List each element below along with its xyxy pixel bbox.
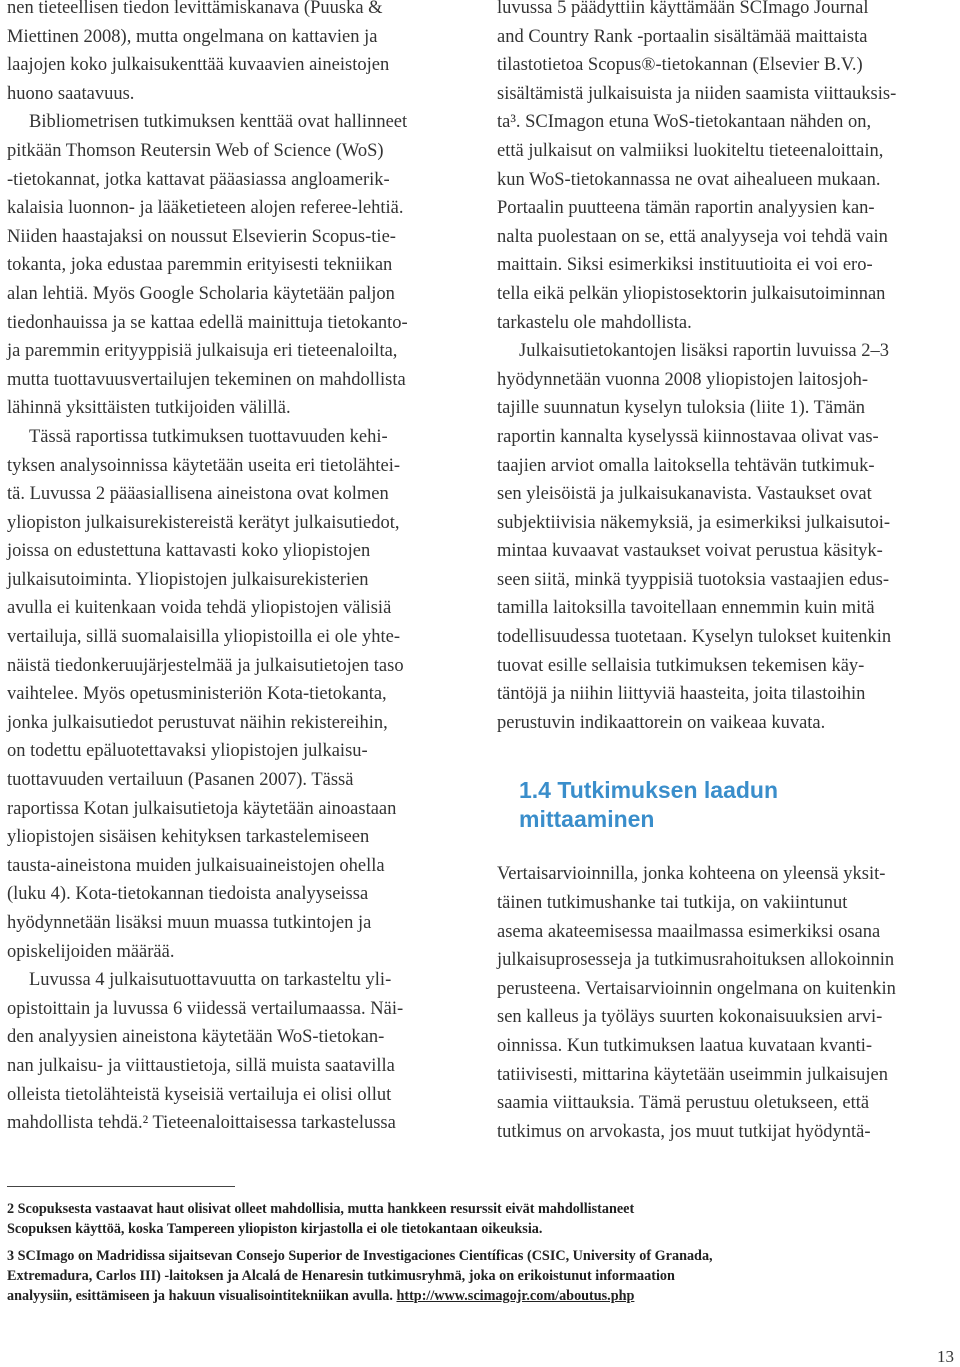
footnote-line: Extremadura, Carlos III) -laitoksen ja Alcalá de Henaresin tutkimusryhmä, joka on erikoistunut informaation <box>7 1268 675 1284</box>
text-line: tä. Luvussa 2 pääasiallisena aineistona ovat kolmen <box>7 484 389 505</box>
text-line: raportin kannalta kyselyssä kiinnostavaa olivat vas- <box>497 426 879 447</box>
section-heading-1-4 <box>519 776 957 834</box>
text-line: asema akateemisessa maailmassa esimerkiksi osana <box>497 921 881 942</box>
paragraph <box>497 860 957 1146</box>
text-line: julkaisutoiminta. Yliopistojen julkaisurekisterien <box>7 569 369 590</box>
text-line: -tietokannat, jotka kattavat pääasiassa angloamerik- <box>7 169 390 190</box>
text-line: vertailuja, sillä suomalaisilla yliopistoilla ei ole yhte- <box>7 627 401 648</box>
text-line: tuovat esille sellaisia tutkimuksen tekemisen käy- <box>497 655 865 676</box>
text-line: subjektiivisia näkemyksiä, ja esimerkiksi julkaisutoi- <box>497 512 891 533</box>
paragraph <box>497 337 957 737</box>
text-line: vaihtelee. Myös opetusministeriön Kota-tietokanta, <box>7 684 387 705</box>
footnote-separator-rule <box>7 1186 235 1187</box>
text-line: alan lehtiä. Myös Google Scholaria käytetään paljon <box>7 283 395 304</box>
text-line: (luku 4). Kota-tietokannan tiedoista analyyseissa <box>7 884 369 905</box>
text-line: saamia viittauksia. Tämä perustuu oletukseen, että <box>497 1093 870 1114</box>
text-line: opistoittain ja luvussa 6 viidessä vertailumaassa. Näi- <box>7 998 404 1019</box>
text-line: nalta puolestaan on se, että analyyseja voi tehdä vain <box>497 226 888 247</box>
text-line: lähinnä yksittäisten tutkijoiden välillä. <box>7 398 291 419</box>
text-line: seen siitä, minkä tyyppisiä tuotoksia vastaajien edus- <box>497 569 890 590</box>
page-number: 13 <box>937 1347 954 1366</box>
text-line: kun WoS-tietokannassa ne ovat aihealueen mukaan. <box>497 169 881 190</box>
text-line: huono saatavuus. <box>7 83 135 104</box>
right-column-body-after-heading <box>497 860 957 1146</box>
text-line: näistä tiedonkeruujärjestelmää ja julkaisutietojen taso <box>7 655 404 676</box>
text-line: tyksen analysoinnissa käytetään useita eri tietolähtei- <box>7 455 400 476</box>
text-line: tausta-aineistona muiden julkaisuaineistojen ohella <box>7 855 385 876</box>
footnote-line: 3 SCImago on Madridissa sijaitsevan Consejo Superior de Investigaciones Científicas (CSIC, University of Granada, <box>7 1248 713 1264</box>
text-line: sen yleisöistä ja julkaisukanavista. Vastaukset ovat <box>497 484 872 505</box>
text-line: joissa on edustettuna kattavasti koko yliopistojen <box>7 541 371 562</box>
text-line: perustuvin indikaattorein on vaikeaa kuvata. <box>497 712 826 733</box>
right-text-column <box>497 0 957 1146</box>
footnote-line: Scopuksen käyttöä, koska Tampereen yliopiston kirjastolla ei ole tietokantaan oikeuksia. <box>7 1221 543 1237</box>
scimago-link[interactable]: http://www.scimagojr.com/aboutus.php <box>396 1288 635 1304</box>
text-line: tiedonhauissa ja se kattaa edellä mainittuja tietokanto- <box>7 312 408 333</box>
text-line: mahdollista tehdä.² Tieteenaloittaisessa tarkastelussa <box>7 1113 396 1134</box>
text-line: tokanta, joka edustaa paremmin erityisesti tekniikan <box>7 255 393 276</box>
text-line: opiskelijoiden määrää. <box>7 941 175 962</box>
text-line: nen tieteellisen tiedon levittämiskanava (Puuska & <box>7 0 383 18</box>
text-line: ja paremmin erityyppisiä julkaisuja eri tieteenaloilta, <box>7 341 398 362</box>
text-line: että julkaisut on valmiiksi luokiteltu tieteenaloittain, <box>497 140 884 161</box>
text-line: sen kalleus ja työläys suurten kokonaisuuksien arvi- <box>497 1007 883 1028</box>
paragraph <box>7 966 453 1138</box>
right-column-body-before-heading <box>497 0 957 737</box>
text-line: maittain. Siksi esimerkiksi instituutioita ei voi ero- <box>497 255 873 276</box>
paragraph <box>497 0 957 337</box>
footnote-3 <box>7 1246 907 1306</box>
text-line: täinen tutkimushanke tai tutkija, on vakiintunut <box>497 893 848 914</box>
text-line: taajien arviot omalla laitoksella tehtävän tutkimuk- <box>497 455 875 476</box>
text-line: Niiden haastajaksi on noussut Elsevierin Scopus-tie- <box>7 226 396 247</box>
text-line: tatiivisesti, mittarina käytetään useimmin julkaisujen <box>497 1064 888 1085</box>
text-line: tilastotietoa Scopus®-tietokannan (Elsevier B.V.) <box>497 55 863 76</box>
text-line: julkaisuprosesseja ja tutkimusrahoituksen allokoinnin <box>497 950 895 971</box>
text-line: Luvussa 4 julkaisutuottavuutta on tarkasteltu yli- <box>29 970 392 991</box>
text-line: luvussa 5 päädyttiin käyttämään SCImago Journal <box>497 0 869 18</box>
text-line: tella eikä pelkän yliopistosektorin julkaisutoiminnan <box>497 283 886 304</box>
text-line: jonka julkaisutiedot perustuvat näihin rekistereihin, <box>7 712 388 733</box>
text-line: Vertaisarvioinnilla, jonka kohteena on yleensä yksit- <box>497 864 886 885</box>
text-line: Miettinen 2008), mutta ongelmana on kattavien ja <box>7 26 378 47</box>
text-line: and Country Rank -portaalin sisältämää maittaista <box>497 26 868 47</box>
footnote-line <box>7 1286 907 1306</box>
text-line: tutkimus on arvokasta, jos muut tutkijat hyödyntä- <box>497 1121 871 1142</box>
text-line: ta³. SCImagon etuna WoS-tietokantaan nähden on, <box>497 112 872 133</box>
footnote-text: analyysiin, esittämiseen ja hakuun visualisointitekniikan avulla. <box>7 1288 393 1304</box>
text-line: oinnissa. Kun tutkimuksen laatua kuvataan kvanti- <box>497 1036 873 1056</box>
text-line: tarkastelu ole mahdollista. <box>497 312 692 333</box>
text-line: sisältämistä julkaisuista ja niiden saamista viittauksis- <box>497 83 897 104</box>
text-line: avulla ei kuitenkaan voida tehdä yliopistojen välisiä <box>7 598 392 619</box>
paragraph <box>7 423 453 966</box>
text-line: mutta tuottavuusvertailujen tekeminen on mahdollista <box>7 369 406 390</box>
text-line: yliopistojen sisäisen kehityksen tarkastelemiseen <box>7 827 370 848</box>
footnote-line: 2 Scopuksesta vastaavat haut olisivat olleet mahdollisia, mutta hankkeen resurssit eivät mahdollistaneet <box>7 1201 635 1217</box>
footnotes <box>7 1199 907 1313</box>
section-heading-line: 1.4 Tutkimuksen laadun <box>519 777 779 804</box>
text-line: kalaisia luonnon- ja lääketieteen alojen referee-lehtiä. <box>7 198 404 219</box>
text-line: tuottavuuden vertailuun (Pasanen 2007). Tässä <box>7 770 354 791</box>
paragraph <box>7 0 453 108</box>
text-line: hyödynnetään lisäksi muun muassa tutkintojen ja <box>7 913 372 933</box>
text-line: täntöjä ja niihin liittyviä haasteita, joita tilastoihin <box>497 684 866 705</box>
text-line: Julkaisutietokantojen lisäksi raportin luvuissa 2–3 <box>519 341 889 362</box>
text-line: Portaalin puutteena tämän raportin analyysien kan- <box>497 198 875 219</box>
text-line: mintaa kuvaavat vastaukset voivat perustua käsityk- <box>497 541 883 562</box>
text-line: raportissa Kotan julkaisutietoja käytetään ainoastaan <box>7 798 397 819</box>
text-line: tamilla laitoksilla tavoitellaan ennemmin kuin mitä <box>497 598 875 619</box>
text-line: tajille suunnatun kyselyn tuloksia (liite 1). Tämän <box>497 398 866 419</box>
text-line: on todettu epäluotettavaksi yliopistojen julkaisu- <box>7 741 368 762</box>
text-line: olleista tietolähteistä kyseisiä vertailuja ei olisi ollut <box>7 1084 392 1105</box>
text-line: pitkään Thomson Reutersin Web of Science (WoS) <box>7 140 384 161</box>
text-line: hyödynnetään vuonna 2008 yliopistojen laitosjoh- <box>497 369 868 390</box>
text-line: perusteena. Vertaisarvioinnin ongelmana on kuitenkin <box>497 978 896 999</box>
text-line: den analyysien aineistona käytetään WoS-tietokan- <box>7 1027 385 1048</box>
footnote-2 <box>7 1199 907 1239</box>
text-line: yliopiston julkaisurekistereistä kerätyt julkaisutiedot, <box>7 512 400 533</box>
text-line: nan julkaisu- ja viittaustietoja, sillä muista saatavilla <box>7 1055 395 1076</box>
text-line: todellisuudessa tuotetaan. Kyselyn tulokset kuitenkin <box>497 627 892 648</box>
paragraph <box>7 108 453 423</box>
text-line: laajojen koko julkaisukenttää kuvaavien aineistojen <box>7 55 390 76</box>
text-line: Bibliometrisen tutkimuksen kenttää ovat hallinneet <box>29 112 408 133</box>
left-text-column <box>7 0 453 1138</box>
section-heading-line: mittaaminen <box>519 806 655 833</box>
text-line: Tässä raportissa tutkimuksen tuottavuuden kehi- <box>29 426 388 447</box>
